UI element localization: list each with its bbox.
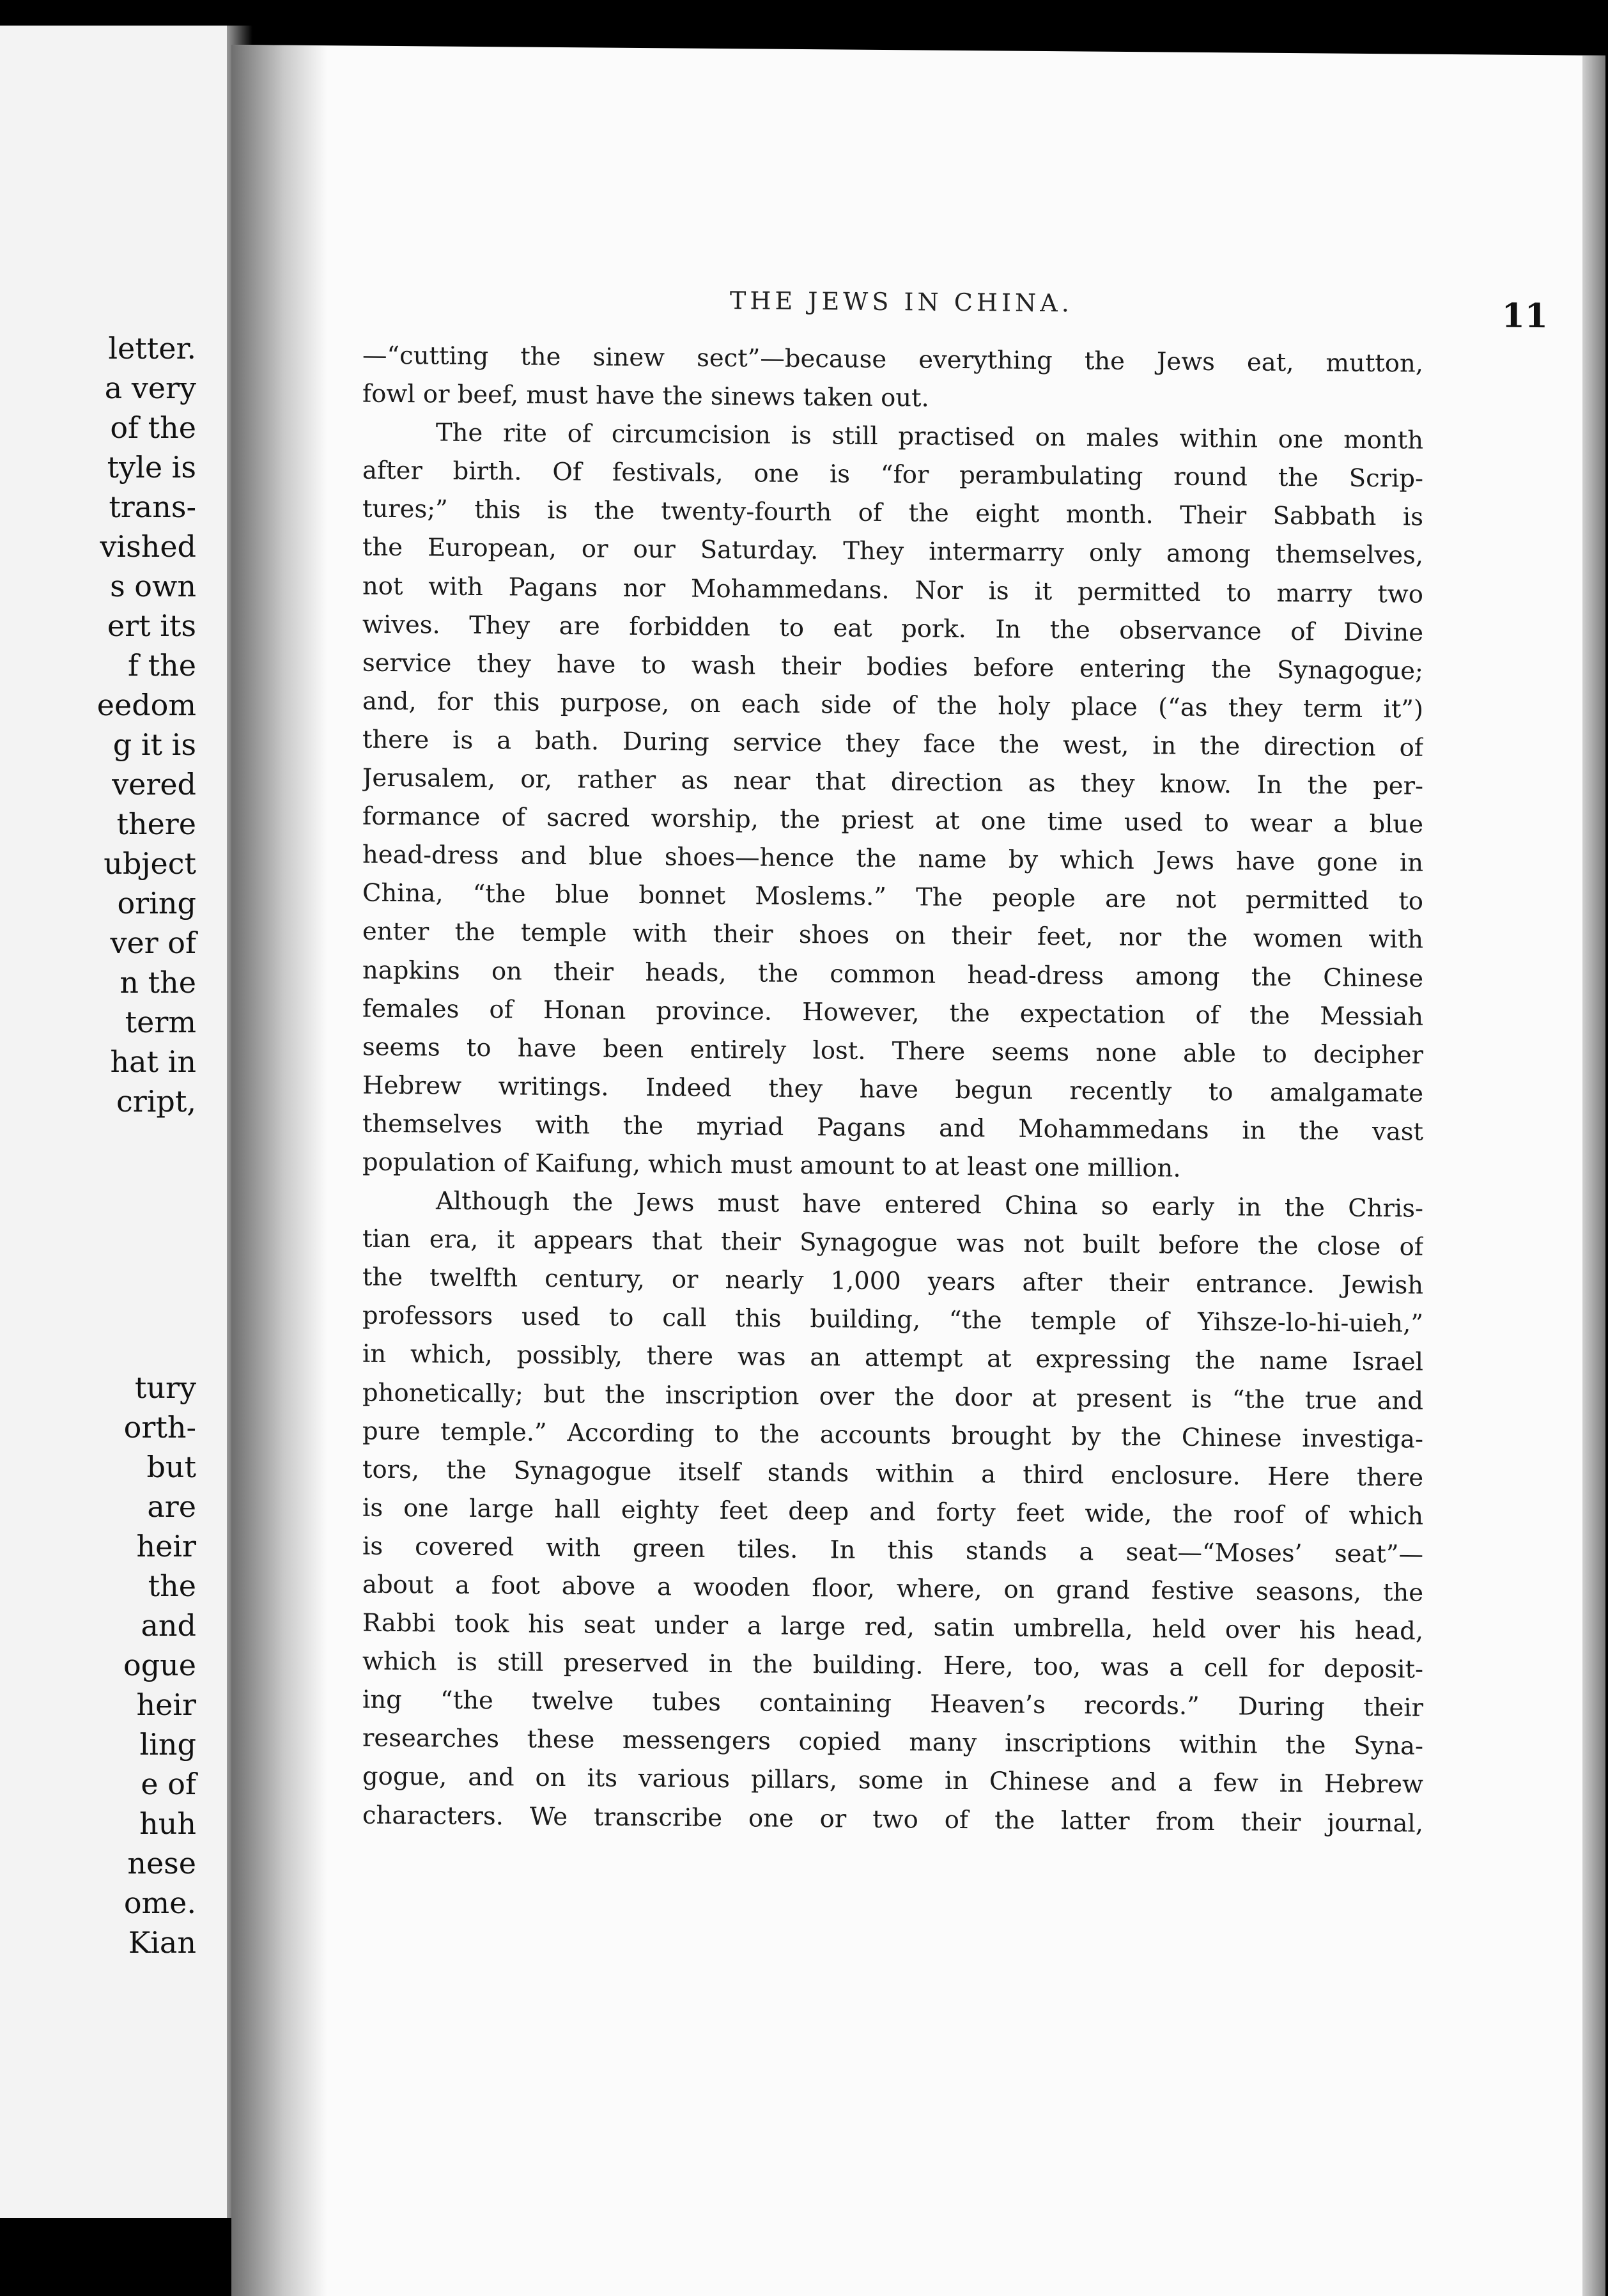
text-line: about a foot above a wooden floor, where, on grand festive seasons, the — [362, 1570, 1423, 1608]
text-line: Rabbi took his seat under a large red, satin umbrella, held over his head, — [362, 1608, 1423, 1646]
left-page-fragment: ver of — [110, 926, 196, 960]
text-line: fowl or beef, must have the sinews taken out. — [362, 379, 929, 413]
text-line: population of Kaifung, which must amount to at least one million. — [362, 1147, 1181, 1183]
left-page-fragment: tury — [134, 1370, 196, 1405]
left-page-fragment: n the — [120, 965, 196, 1000]
left-page-fragment: g it is — [112, 727, 196, 762]
left-page-fragment: ogue — [123, 1648, 196, 1682]
text-line: ing “the twelve tubes containing Heaven’s records.” During their — [362, 1685, 1423, 1723]
page-edge — [1582, 56, 1605, 2296]
text-line: the European, or our Saturday. They intermarry only among themselves, — [362, 533, 1423, 571]
left-page-fragment: are — [147, 1489, 196, 1524]
text-line: pure temple.” According to the accounts brought by the Chinese investiga- — [362, 1416, 1423, 1454]
left-page-fragment: ubject — [104, 846, 196, 881]
text-line: not with Pagans nor Mohammedans. Nor is it permitted to marry two — [362, 571, 1423, 609]
text-line: head-dress and blue shoes—hence the name by which Jews have gone in — [362, 840, 1423, 878]
text-line: —“cutting the sinew sect”—because everything the Jews eat, mutton, — [362, 341, 1423, 378]
text-line: tures;” this is the twenty-fourth of the eight month. Their Sabbath is — [362, 494, 1423, 532]
left-page-fragment: Kian — [128, 1925, 196, 1960]
text-line: tian era, it appears that their Synagogue was not built before the close of — [362, 1224, 1423, 1262]
left-page-fragment: hat in — [110, 1044, 196, 1079]
left-page-fragment: heir — [136, 1687, 196, 1722]
left-page-fragment: tyle is — [107, 450, 196, 485]
text-line: seems to have been entirely lost. There seems none able to decipher — [362, 1032, 1423, 1070]
left-page-fragment: e of — [141, 1767, 196, 1801]
body-text — [362, 337, 1423, 1843]
text-line: The rite of circumcision is still practised on males within one month — [436, 418, 1423, 455]
text-line: the twelfth century, or nearly 1,000 years after their entrance. Jewish — [362, 1262, 1423, 1300]
text-line: China, “the blue bonnet Moslems.” The people are not permitted to — [362, 878, 1423, 916]
left-page-fragment: term — [125, 1005, 196, 1039]
text-line: females of Honan province. However, the expectation of the Messiah — [362, 994, 1423, 1032]
text-line: and, for this purpose, on each side of the holy place (“as they term it”) — [362, 686, 1423, 724]
left-page-fragment: s own — [110, 569, 196, 603]
text-line: Jerusalem, or, rather as near that direction as they know. In the per- — [362, 763, 1423, 801]
left-page-fragment: cript, — [116, 1084, 196, 1119]
running-head: THE JEWS IN CHINA. — [730, 286, 1073, 318]
text-line: there is a bath. During service they face the west, in the direction of — [362, 725, 1423, 763]
left-page-fragment: the — [148, 1569, 196, 1603]
left-page-fragment: trans- — [109, 490, 196, 524]
text-line: Although the Jews must have entered China so early in the Chris- — [436, 1186, 1423, 1223]
left-page-fragment: a very — [104, 371, 196, 405]
text-line: service they have to wash their bodies before entering the Synagogue; — [362, 648, 1423, 686]
left-page-fragment: eedom — [97, 688, 196, 722]
left-page-fragment: ling — [139, 1727, 196, 1762]
left-page-fragment: letter. — [108, 331, 196, 366]
left-page-fragment: and — [141, 1608, 196, 1643]
text-line: themselves with the myriad Pagans and Mohammedans in the vast — [362, 1109, 1423, 1147]
left-page-fragment: but — [146, 1450, 196, 1484]
left-page-fragment: huh — [139, 1806, 196, 1841]
text-line: which is still preserved in the building. Here, too, was a cell for deposit- — [362, 1647, 1423, 1684]
left-page-fragment: f the — [128, 648, 196, 683]
text-line: wives. They are forbidden to eat pork. In the observance of Divine — [362, 610, 1423, 648]
text-line: napkins on their heads, the common head-dress among the Chinese — [362, 956, 1423, 993]
text-line: formance of sacred worship, the priest at one time used to wear a blue — [362, 802, 1423, 839]
page-gutter-shadow — [231, 45, 327, 2296]
left-page-fragment: nese — [127, 1846, 196, 1881]
text-line: researches these messengers copied many inscriptions within the Syna- — [362, 1723, 1423, 1762]
left-page-fragment: heir — [136, 1529, 196, 1563]
text-line: phonetically; but the inscription over the door at present is “the true and — [362, 1378, 1423, 1416]
text-line: is one large hall eighty feet deep and forty feet wide, the roof of which — [362, 1493, 1423, 1531]
left-page-fragment: ert its — [107, 609, 196, 643]
left-page-fragment: ome. — [123, 1886, 196, 1920]
previous-page — [0, 26, 227, 2218]
text-line: in which, possibly, there was an attempt at expressing the name Israel — [362, 1340, 1423, 1377]
text-line: professors used to call this building, “the temple of Yihsze-lo-hi-uieh,” — [362, 1301, 1423, 1338]
text-line: enter the temple with their shoes on their feet, nor the women with — [362, 917, 1423, 955]
left-page-fragment: there — [116, 807, 196, 841]
page-number: 11 — [1501, 296, 1548, 336]
left-page-fragment: oring — [117, 886, 196, 920]
text-line: after birth. Of festivals, one is “for perambulating round the Scrip- — [362, 456, 1423, 493]
left-page-fragment: vished — [100, 529, 196, 564]
current-page — [231, 45, 1605, 2296]
text-line: gogue, and on its various pillars, some in Chinese and a few in Hebrew — [362, 1762, 1423, 1800]
text-line: Hebrew writings. Indeed they have begun recently to amalgamate — [362, 1071, 1423, 1108]
left-page-fragment: orth- — [123, 1410, 196, 1445]
left-page-fragment: vered — [112, 767, 196, 802]
text-line: tors, the Synagogue itself stands within a third enclosure. Here there — [362, 1455, 1423, 1493]
text-line: is covered with green tiles. In this stands a seat—“Moses’ seat”— — [362, 1532, 1423, 1569]
left-page-fragment: of the — [110, 410, 196, 445]
text-line: characters. We transcribe one or two of the latter from their journal, — [362, 1801, 1423, 1838]
